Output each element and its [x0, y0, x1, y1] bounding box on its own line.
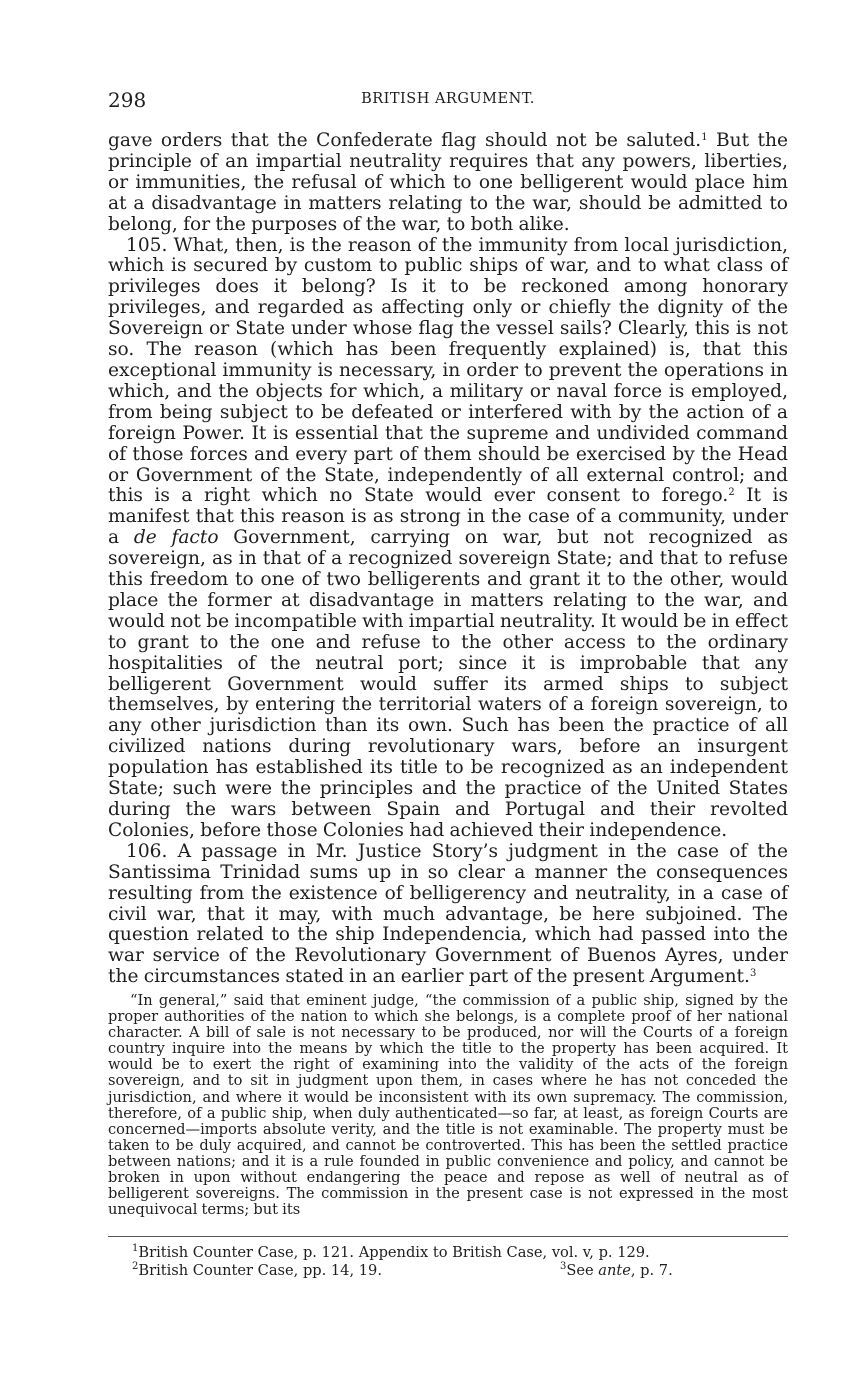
- footnote-ref: 1: [701, 132, 708, 143]
- paragraph-text: But the principle of an impartial neutrality requires that any powers, liberties, or immunities, the refusal of which to one belligerent would place him at a disadvantage in matters relating to the war, should be admitted to belong, for the purposes of the war, to both alike.: [108, 130, 788, 235]
- block-quote: [108, 993, 788, 1218]
- footnote-text: , p. 7.: [630, 1262, 673, 1279]
- paragraph-106: [108, 842, 788, 988]
- footnote-row: [132, 1244, 752, 1262]
- paragraph-continued: [108, 131, 788, 236]
- page-number: 298: [108, 88, 147, 112]
- footnote-mark: 2: [132, 1261, 139, 1272]
- footnote-mark: 3: [560, 1261, 567, 1272]
- footnotes: [132, 1244, 752, 1280]
- footnote-text: British Counter Case, p. 121. Appendix to British Case, vol. v, p. 129.: [138, 1244, 650, 1261]
- footnote-text: See: [566, 1262, 599, 1279]
- footnote-3: [560, 1262, 673, 1280]
- footnote-text: British Counter Case, pp. 14, 19.: [138, 1262, 382, 1279]
- body-text: [108, 131, 788, 988]
- paragraph-text: Government, carrying on war, but not recognized as sovereign, as in that of a recognized sovereign State; and that to refuse this freedom to one of two belligerents and grant it to the other, would place the former at disadvantage in matters relating to the war, and would not be incompatible with impartial neutrality. It would be in effect to grant to the one and refuse to the other access to the ordinary hospitalities of the neutral port; since it is improbable that any belligerent Government would suffer its armed ships to subject themselves, by entering the territorial waters of a foreign sovereign, to any other jurisdiction than its own. Such has been the practice of all civilized nations during revolutionary wars, before an insurgent population has established its title to be recognized as an independent State; such were the principles and the practice of the United States during the wars between Spain and Portugal and their revolted Colonies, before those Colonies had achieved their independence.: [108, 527, 789, 841]
- paragraph-text: 106. A passage in Mr. Justice Story’s judgment in the case of the Santissima Trinidad sums up in so clear a manner the consequences resulting from the existence of belligerency and neutrality, in a case of civil war, that it may, with much advantage, be here subjoined. The question related to the ship Independencia, which had passed into the war service of the Revolutionary Government of Buenos Ayres, under the circumstances stated in an earlier part of the present Argument.: [108, 840, 788, 988]
- quote-text: “In general,” said that eminent judge, “the commission of a public ship, signed by the proper authorities of the nation to which she belongs, is a complete proof of her national character. A bill of sale is not necessary to be produced, nor will the Courts of a foreign country inquire into the means by which the title to the property has been acquired. It would be to exert the right of examining into the validity of the acts of the foreign sovereign, and to sit in judgment upon them, in cases where he has not conceded the jurisdiction, and where it would be inconsistent with its own supremacy. The commission, therefore, of a public ship, when duly authenticated—so far, at least, as foreign Courts are concerned—imports absolute verity, and the title is not examinable. The property must be taken to be duly acquired, and cannot be controverted. This has been the settled practice between nations; and it is a rule founded in public convenience and policy, and cannot be broken in upon without endangering the peace and repose as well of neutral as of belligerent sovereigns. The commission in the present case is not expressed in the most unequivocal terms; but its: [108, 992, 788, 1219]
- page-header: [108, 88, 788, 114]
- italic-term: de facto: [133, 527, 219, 549]
- running-head: BRITISH ARGUMENT.: [361, 91, 535, 107]
- paragraph-text: 105. What, then, is the reason of the immunity from local jurisdiction, which is secured by custom to public ships of war, and to what class of privileges does it belong? Is it to be reckoned among honorary privileges, and regarded as affecting only or chiefly the dignity of the Sovereign or State under whose flag the vessel sails? Clearly, this is not so. The reason (which has been frequently explained) is, that this exceptional immunity is necessary, in order to prevent the operations in which, and the objects for which, a military or naval force is employed, from being subject to be defeated or interfered with by the action of a foreign Power. It is essential that the supreme and undivided command of those forces and every part of them should be exercised by the Head or Government of the State, independently of all external control; and this is a right which no State would ever consent to forego.: [108, 234, 788, 507]
- footnote-row: [132, 1262, 752, 1280]
- paragraph-105: [108, 236, 788, 842]
- footnote-2: [132, 1262, 382, 1279]
- paragraph-text: It is manifest that this reason is as strong in the case of a community, under a: [108, 485, 788, 549]
- footnote-mark: 1: [132, 1243, 139, 1254]
- footnote-divider: [108, 1236, 788, 1237]
- footnote-ref: 3: [749, 968, 757, 980]
- footnote-1: [132, 1244, 650, 1261]
- paragraph-text: gave orders that the Confederate flag should not be saluted.: [108, 130, 702, 151]
- footnote-ref: 2: [728, 487, 735, 499]
- footnote-italic: ante: [598, 1262, 631, 1279]
